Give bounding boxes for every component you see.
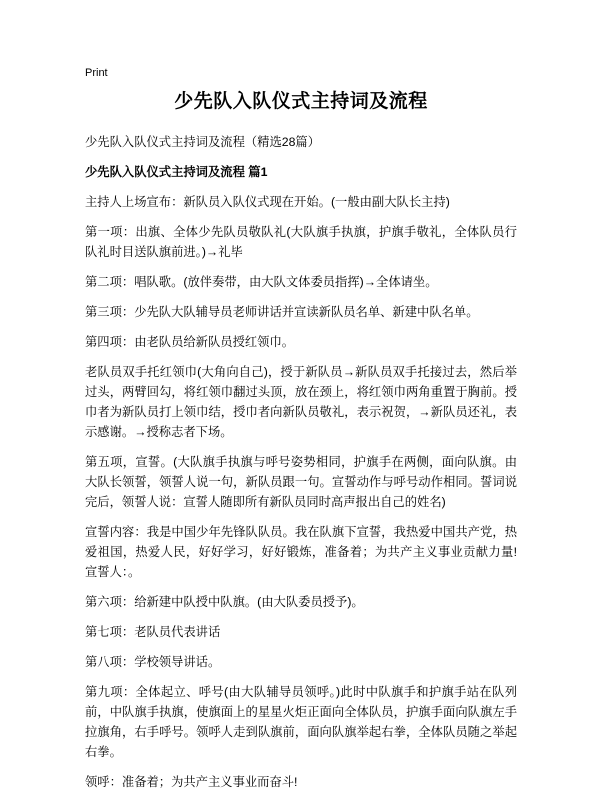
paragraph: 老队员双手托红领巾(大角向自己)，授于新队员→新队员双手托接过去，然后举过头，两臂回勾，将红领巾翻过头顶，放在颈上，将红领巾两角重置于胸前。授巾者为新队员打上领巾结，授巾者向新队员敬礼，表示祝贺，→新队员还礼，表示感谢。→授称志者下场。 bbox=[85, 365, 517, 439]
paragraph: 宣誓内容：我是中国少年先锋队队员。我在队旗下宣誓，我热爱中国共产党，热爱祖国，热爱人民，好好学习，好好锻炼，准备着；为共产主义事业贡献力量!宣誓人：。 bbox=[85, 525, 517, 579]
paragraph: 第四项：由老队员给新队员授红领巾。 bbox=[85, 335, 295, 349]
print-button[interactable]: Print bbox=[85, 67, 108, 79]
section-heading: 少先队入队仪式主持词及流程 篇1 bbox=[85, 165, 268, 179]
paragraph: 第三项：少先队大队辅导员老师讲话并宣读新队员名单、新建中队名单。 bbox=[85, 305, 479, 319]
paragraph: 主持人上场宣布：新队员入队仪式现在开始。(一般由副大队长主持) bbox=[85, 195, 450, 209]
page-title: 少先队入队仪式主持词及流程 bbox=[174, 91, 428, 112]
paragraph: 第七项：老队员代表讲话 bbox=[85, 625, 221, 639]
paragraph: 第一项：出旗、全体少先队员敬队礼(大队旗手执旗，护旗手敬礼，全体队员行队礼时目送队旗前进。)→礼毕 bbox=[85, 225, 517, 259]
paragraph: 第九项：全体起立、呼号(由大队辅导员领呼。)此时中队旗手和护旗手站在队列前，中队旗手执旗，使旗面上的星星火炬正面向全体队员，护旗手面向队旗左手拉旗角，右手呼号。领呼人走到队旗前，面向队旗举起右拳，全体队员随之举起右拳。 bbox=[85, 685, 517, 759]
paragraph: 第八项：学校领导讲话。 bbox=[85, 655, 221, 669]
document-subtitle: 少先队入队仪式主持词及流程（精选28篇） bbox=[85, 135, 321, 149]
paragraph: 第五项，宣誓。(大队旗手执旗与呼号姿势相同，护旗手在两侧，面向队旗。由大队长领誓，领誓人说一句，新队员跟一句。宣誓动作与呼号动作相同。誓词说完后，领誓人说：宣誓人随即所有新队员同时高声报出自己的姓名) bbox=[85, 455, 517, 509]
paragraph: 第六项：给新建中队授中队旗。(由大队委员授予)。 bbox=[85, 595, 364, 609]
document-content bbox=[85, 88, 517, 802]
paragraph: 领呼：准备着；为共产主义事业而奋斗! bbox=[85, 775, 298, 789]
paragraph: 第二项：唱队歌。(放伴奏带，由大队文体委员指挥)→全体请坐。 bbox=[85, 275, 438, 289]
